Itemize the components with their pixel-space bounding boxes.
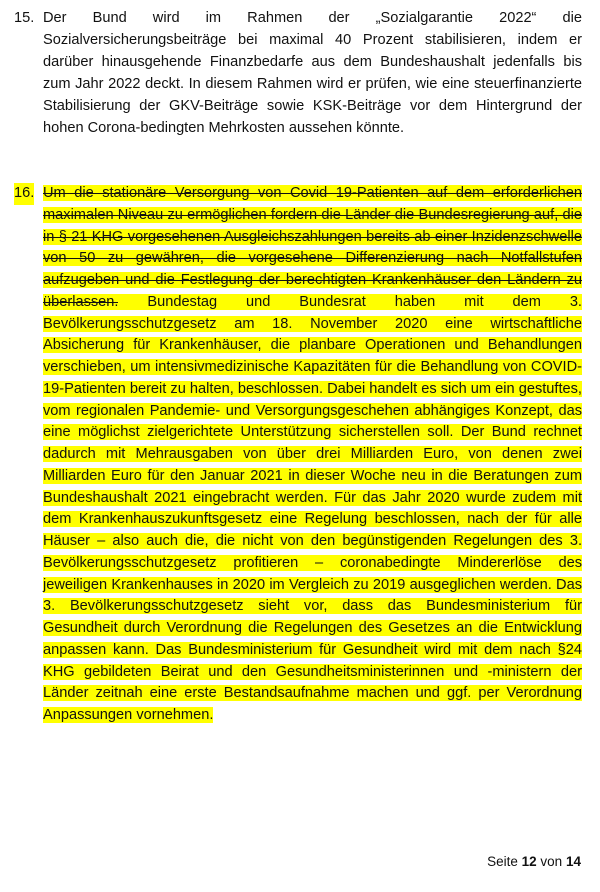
list-item-15 — [14, 7, 582, 140]
item-number: 15. — [14, 10, 35, 26]
list-item-16 — [14, 183, 582, 727]
footer-prefix: Seite — [487, 854, 518, 869]
current-page-number: 12 — [521, 854, 537, 869]
total-pages-number: 14 — [565, 854, 581, 869]
footer-separator: von — [540, 854, 563, 869]
item-body — [43, 183, 582, 727]
item-text: Bundestag und Bundesrat haben mit dem 3. Bevölkerungsschutzgesetz am 18. November 2020 eine wirtschaftliche Absicherung für Krankenhäuser, die planbare Operationen und Behandlungen verschieben, um intensivmedizinische Kapazitäten für die Behandlung von COVID-19-Patienten bereit zu halten, beschlossen. Dabei handelt es sich um ein gestuftes, vom regionalen Pandemie- und Versorgungsgeschehen abhängiges Konzept, das eine möglichst zielgerichtete Unterstützung sicherstellen soll. Der Bund rechnet dadurch mit Mehrausgaben von über drei Milliarden Euro, von denen zwei Milliarden Euro für den Januar 2021 in dieser Woche neu in die Beratungen zum Bundeshaushalt 2021 eingebracht werden. Für das Jahr 2020 wurde zudem mit dem Krankenhauszukunftsgesetz eine Regelung beschlossen, nach der für alle Häuser – also auch die, die nicht von den begünstigenden Regelungen des 3. Bevölkerungsschutzgesetz profitieren – coronabedingte Mindererlöse des jeweiligen Krankenhauses in 2020 im Vergleich zu 2019 ausgeglichen werden. Das 3. Bevölkerungsschutzgesetz sieht vor, dass das Bundesministerium für Gesundheit durch Verordnung die Regelungen des Gesetzes an die Entwicklung anpassen kann. Das Bundesministerium für Gesundheit wird mit dem nach §24 KHG gebildeten Beirat und den Gesundheitsministerinnen und -ministern der Länder zeitnah eine erste Bestandsaufnahme machen und ggf. per Verordnung Anpassungen vornehmen. — [43, 293, 582, 723]
deleted-text: Um die stationäre Versorgung von Covid 19-Patienten auf dem erforderlichen maximalen Niveau zu ermöglichen fordern die Länder die Bundesregierung auf, die in § 21 KHG vorgesehenen Ausgleichszahlungen bereits ab einer Inzidenzschwelle von 50 zu gewähren, die vorgesehene Differenzierung nach Notfallstufen aufzugeben und die Festlegung der berechtigten Krankenhäuser den Ländern zu überlassen. — [43, 185, 582, 310]
page-footer — [487, 854, 581, 869]
item-text: Der Bund wird im Rahmen der „Sozialgarantie 2022“ die Sozialversicherungsbeiträge bei maximal 40 Prozent stabilisieren, indem er darüber hinausgehende Finanzbedarfe aus dem Bundeshaushalt jedenfalls bis zum Jahr 2022 deckt. In diesem Rahmen wird er prüfen, wie eine steuerfinanzierte Stabilisierung der GKV-Beiträge sowie KSK-Beiträge vor dem Hintergrund der hohen Corona-bedingten Mehrkosten aussehen könnte. — [43, 10, 582, 137]
item-number: 16. — [14, 183, 34, 205]
